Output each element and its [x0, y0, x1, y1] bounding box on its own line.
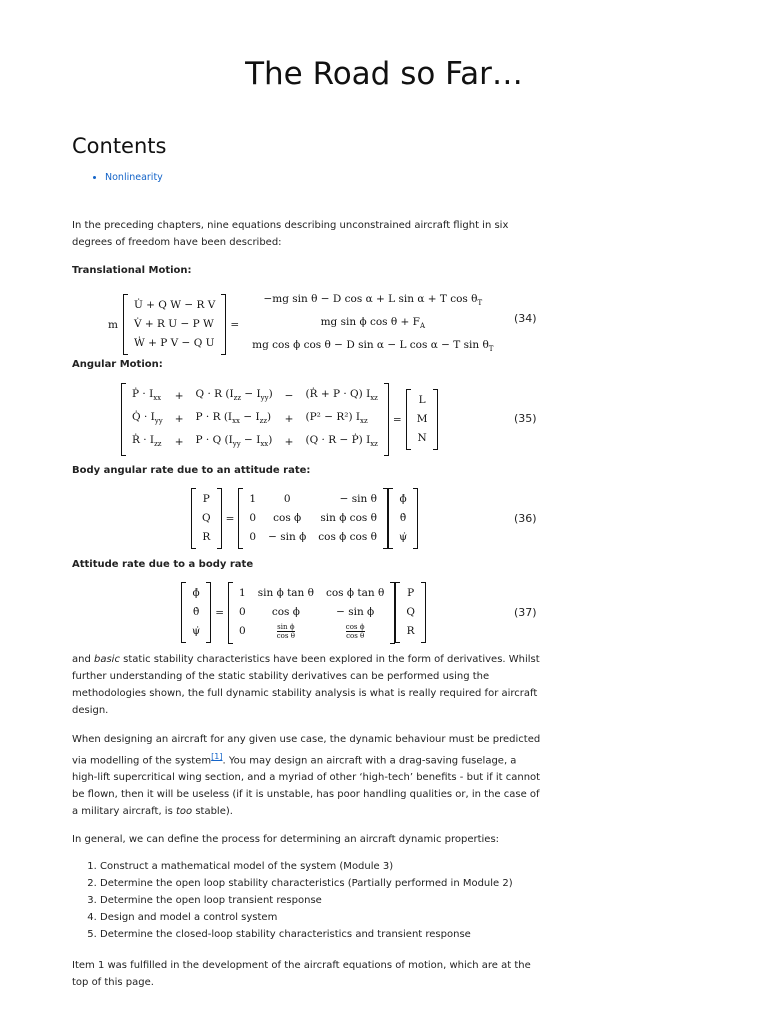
- eq35-op: +: [284, 413, 294, 426]
- body-paragraph-3: In general, we can define the process for determining an aircraft dynamic properties:: [72, 834, 500, 845]
- emphasis: too: [175, 806, 193, 818]
- equation-number: (36): [514, 512, 537, 525]
- eq36-lhs-vector: [196, 490, 217, 547]
- eq34-rhs-row: mg cos ϕ cos θ − D sin α − L cos α − T sin θ: [252, 339, 489, 352]
- body-paragraph-1: [72, 651, 542, 719]
- eq37-fraction: [346, 623, 365, 640]
- eq37-lhs-entry: ϕ̇: [192, 587, 200, 600]
- eq36-rate-vector: [393, 490, 413, 547]
- eq36-cell: − sin θ: [339, 493, 377, 505]
- eq35-term: P · Q (I: [195, 434, 233, 447]
- eq35-term: (Q · R − Ṗ) I: [305, 434, 371, 447]
- eq36-vec-entry: ϕ̇: [399, 493, 407, 505]
- eq35-rhs-vector: [411, 391, 434, 448]
- equation-number: (35): [514, 412, 537, 425]
- eq35-op: −: [284, 390, 294, 403]
- text-run: and: [72, 654, 94, 665]
- eq37-lhs-entry: θ̇: [192, 606, 200, 619]
- frac-numerator: sin ϕ: [277, 623, 295, 631]
- frac-denominator: cos θ: [276, 632, 295, 640]
- frac-numerator: cos ϕ: [345, 623, 365, 631]
- eq36-cell: cos ϕ cos θ: [318, 531, 377, 543]
- eq37-cell: cos ϕ tan θ: [325, 587, 385, 599]
- eq37-fraction: [277, 623, 295, 640]
- eq36-lhs-entry: Q: [202, 512, 211, 524]
- frac-denominator: cos θ: [346, 632, 365, 640]
- list-item: 4. Design and model a control system: [100, 909, 540, 926]
- equals-sign: =: [225, 512, 235, 525]
- eq35-term: (P² − R²) I: [305, 411, 361, 424]
- eq37-lhs-vector: [186, 584, 206, 641]
- eq36-cell: 0: [249, 531, 257, 543]
- equals-sign: =: [230, 318, 240, 331]
- body-paragraph-4: Item 1 was fulfilled in the development of the aircraft equations of motion, which are at the top of this page.: [72, 960, 531, 988]
- eq36-cell: sin ϕ cos θ: [320, 512, 377, 524]
- eq37-cell: 0: [239, 625, 246, 638]
- eq37-vec-entry: Q: [406, 606, 415, 619]
- eq35-term: P · R (I: [195, 411, 233, 424]
- eq35-term: Q · R (I: [195, 388, 234, 400]
- attitude-rate-heading: Attitude rate due to a body rate: [72, 559, 254, 570]
- eq35-sub: yy: [154, 417, 163, 426]
- equation-number: (34): [514, 312, 537, 325]
- eq34-lhs-matrix: [128, 296, 221, 353]
- eq35-term: Ṙ · I: [132, 434, 155, 447]
- eq35-rhs-entry: N: [417, 432, 427, 445]
- body-rate-heading: Body angular rate due to an attitude rate:: [72, 465, 311, 476]
- list-item: 2. Determine the open loop stability characteristics (Partially performed in Module 2): [100, 875, 540, 892]
- eq35-op: +: [174, 436, 184, 449]
- equation-36: [196, 490, 413, 547]
- contents-heading: Contents: [72, 134, 167, 158]
- equation-34: [108, 290, 497, 359]
- eq35-op: +: [174, 413, 184, 426]
- eq36-lhs-entry: R: [202, 531, 211, 543]
- angular-heading: Angular Motion:: [72, 359, 163, 370]
- equals-sign: =: [392, 413, 402, 426]
- text-run: When designing an aircraft for any given use case, the dynamic behaviour must be predicted via modelling of the system: [72, 734, 541, 767]
- text-run: static stability characteristics have been explored in the form of derivatives. Whilst further understanding of the static stability derivatives can be performed using the methodologies shown, the full dynamic stability analysis is what is really required for aircraft design.: [72, 654, 540, 716]
- eq37-vec-entry: R: [406, 625, 415, 638]
- eq36-cell: 0: [283, 493, 291, 505]
- list-item: 1. Construct a mathematical model of the system (Module 3): [100, 858, 540, 875]
- eq35-op: +: [284, 436, 294, 449]
- eq34-lhs-row: Ẇ + P V − Q U: [133, 337, 215, 350]
- eq34-lhs-row: U̇ + Q W − R V: [133, 299, 216, 312]
- eq34-rhs-row: −mg sin θ − D cos α + L sin α + T cos θ: [263, 293, 478, 305]
- eq35-term: Ṗ · I: [132, 388, 154, 400]
- eq35-term: Q̇ · I: [132, 411, 155, 424]
- text-run: . You may design an aircraft with a drag-saving fuselage, a high-lift supercritical wing section, and a myriad of other ‘high-tech’ benefits - but if it cannot be flown, then it will be useless (if it is unstable, has poor handling qualities or, in the case of a military aircraft, is: [72, 755, 541, 818]
- eq37-lhs-entry: ψ̇: [192, 625, 201, 638]
- toc-link-nonlinearity[interactable]: Nonlinearity: [105, 172, 163, 183]
- eq37-cell: 0: [239, 606, 246, 618]
- eq34-mass: m: [108, 318, 118, 331]
- eq34-rhs-sub: T: [488, 345, 494, 354]
- eq37-cell: 1: [239, 587, 246, 599]
- eq36-cell: 0: [249, 512, 257, 524]
- eq34-rhs-sub: A: [419, 322, 426, 331]
- eq36-vec-entry: θ̇: [399, 512, 407, 524]
- eq37-rate-vector: [400, 584, 421, 641]
- eq36-vec-entry: ψ̇: [398, 531, 408, 543]
- eq34-rhs-row: mg sin ϕ cos θ + F: [320, 316, 420, 329]
- eq36-cell: − sin ϕ: [268, 531, 307, 543]
- list-item: 3. Determine the open loop transient response: [100, 892, 540, 909]
- eq36-lhs-entry: P: [202, 493, 210, 505]
- page-title: The Road so Far…: [245, 56, 523, 92]
- process-steps-list: [86, 858, 540, 943]
- toc-item: [105, 172, 163, 183]
- equation-number: (37): [514, 606, 537, 619]
- translational-heading: Translational Motion:: [72, 265, 192, 276]
- eq35-sub: zz: [154, 440, 162, 449]
- emphasis: basic: [94, 654, 120, 665]
- table-of-contents: [90, 172, 163, 183]
- eq35-lhs-matrix: Ṗ · $I_{xx}$ + Q · R $(I_{zz} - I_{yy})$ − (Ṙ + P · Q) $I_{xz}$ Q̇ · $I_{yy}$ + P · R $(I_{xx} - I_{zz})$ + (P² − R²) $I_{xz}$ Ṙ · $I_{zz}$ + P · Q $(I_{yy} - I_{xx})$ + (Q · R − Ṗ) $I_{xz}$: [126, 385, 384, 454]
- eq37-matrix: [233, 584, 390, 642]
- equals-sign: =: [215, 606, 225, 619]
- body-paragraph-2: [72, 731, 542, 820]
- eq35-sub: xx: [153, 394, 162, 403]
- eq34-rhs-sub: T: [477, 299, 483, 308]
- eq35-term: (Ṙ + P · Q) I: [305, 388, 371, 400]
- equation-37: [186, 584, 421, 642]
- intro-paragraph: In the preceding chapters, nine equations describing unconstrained aircraft flight in six degrees of freedom have been described:: [72, 220, 509, 248]
- eq36-cell: cos ϕ: [273, 512, 302, 524]
- eq34-lhs-row: V̇ + R U − P W: [133, 318, 214, 331]
- eq36-cell: 1: [249, 493, 257, 505]
- eq34-rhs: [248, 290, 497, 359]
- eq35-rhs-entry: L: [418, 394, 426, 407]
- list-item: 5. Determine the closed-loop stability characteristics and transient response: [100, 926, 540, 943]
- eq37-cell: sin ϕ tan θ: [257, 587, 314, 599]
- eq37-cell: − sin ϕ: [336, 606, 375, 618]
- eq37-cell: cos ϕ: [271, 606, 300, 618]
- eq36-matrix: [243, 490, 383, 547]
- eq37-vec-entry: P: [407, 587, 415, 600]
- eq35-op: +: [174, 390, 184, 403]
- equation-35: [126, 385, 433, 454]
- eq35-rhs-entry: M: [416, 413, 428, 426]
- text-run: stable).: [192, 806, 233, 818]
- reference-link[interactable]: [1]: [211, 752, 223, 761]
